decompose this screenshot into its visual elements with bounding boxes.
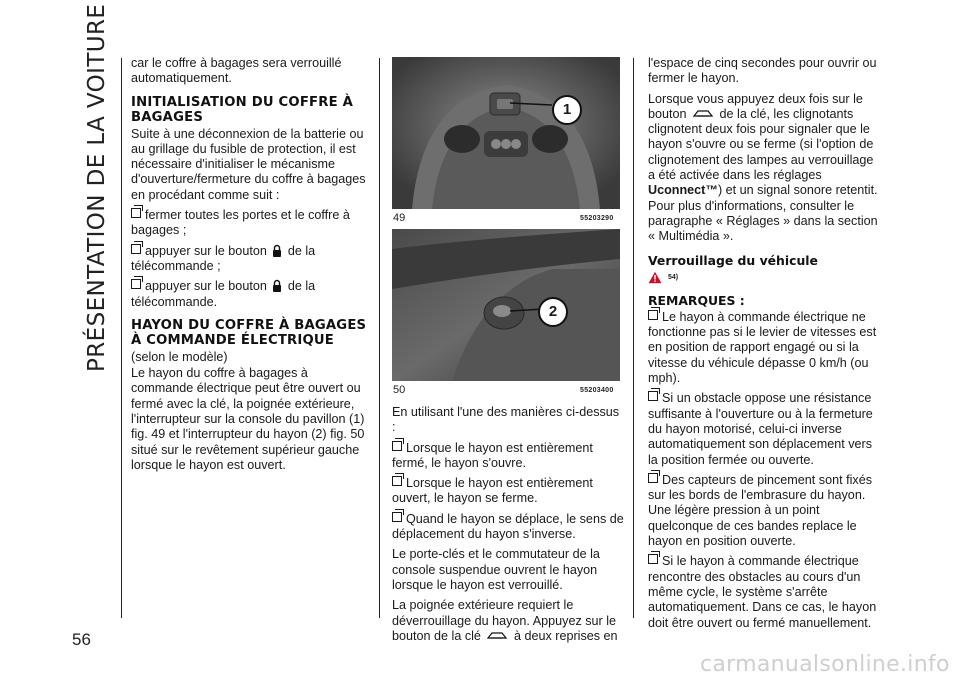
callout-2: 2 [538,297,568,327]
paragraph: La poignée extérieure requiert le déverrouillage du hayon. Appuyez sur le bouton de la clé à deux reprises en [392,598,618,643]
column-2 [392,405,624,649]
heading-initialisation: INITIALISATION DU COFFRE À BAGAGES [131,94,354,125]
list-item: Si le hayon à commande électrique rencontre des obstacles au cours d'un même cycle, le système s'arrête automatiquement. Dans ce cas, le hayon doit être ouvert ou fermé manuellement. [648,554,877,630]
column-3 [648,56,880,636]
lock-icon [272,244,282,257]
list-item: Le hayon à commande électrique ne fonctionne pas si le levier de vitesses est en position de rapport engagé ou si la vitesse du véhicule dépasse 0 km/h (ou mph). [648,309,877,386]
paragraph: En utilisant l'une des manières ci-dessus : [392,405,620,435]
figure-49-number: 49 [393,212,406,224]
heading-vehicle-locking: Verrouillage du véhicule [648,252,818,268]
list-item: Quand le hayon se déplace, le sens de déplacement du hayon s'inverse. [392,511,624,542]
warning-triangle-icon [648,271,662,284]
list-item: appuyer sur le bouton de la télécommande. [131,279,316,309]
list-item: Si un obstacle oppose une résistance suffisante à l'ouverture ou à la fermeture du hayon motorisé, celui-ci inverse automatiquement son déplacement vers la position fermée ou ouverte. [648,391,873,467]
figure-49-code: 55203290 [580,215,614,222]
list-item: Lorsque le hayon est entièrement ouvert, le hayon se ferme. [392,476,593,506]
figure-50-image [392,229,620,381]
tailgate-trim-illustration [392,229,620,381]
column-divider [633,58,634,618]
paragraph: Lorsque vous appuyez deux fois sur le bouton de la clé, les clignotants clignotent deux fois pour signaler que le hayon s'ouvre ou se ferme (si l'option de clignotement des lampes au verrouillage a été activée dans les réglages Uconnect™) et un signal sonore retentit. Pour plus d'informations, consulter le paragraphe « Réglages » dans la section « Multimédia ». [648,91,878,244]
list-item: Lorsque le hayon est entièrement fermé, le hayon s'ouvre. [392,440,593,470]
paragraph: Suite à une déconnexion de la batterie ou au grillage du fusible de protection, il est nécessaire d'initialiser le mécanisme d'ouverture/fermeture du coffre à bagages en procédant comme suit : [131,126,366,202]
warning-reference: 54) [648,270,880,285]
checkbox-bullet-icon [648,391,658,401]
column-1 [131,56,367,478]
figure-50-code: 55203400 [580,387,614,394]
checkbox-bullet-icon [648,310,658,320]
column-divider [121,58,122,618]
figure-50-number: 50 [393,384,406,396]
paragraph: Le porte-clés et le commutateur de la console suspendue ouvrent le hayon lorsque le hayon est verrouillé. [392,547,600,592]
heading-remarks: REMARQUES : [648,292,745,308]
paragraph: Le hayon du coffre à bagages à commande électrique peut être ouvert ou fermé avec la clé, la poignée extérieure, l'interrupteur sur la console du pavillon (1) fig. 49 et l'interrupteur du hayon (2) fig. 50 situé sur le revêtement supérieur gauche lorsque le hayon est ouvert. [131,366,365,472]
figure-49-image [392,57,620,209]
checkbox-bullet-icon [131,279,141,289]
intro-text: car le coffre à bagages sera verrouillé automatiquement. [131,56,342,86]
list-item: appuyer sur le bouton de la télécommande ; [131,243,316,273]
list-item: Des capteurs de pincement sont fixés sur les bords de l'embrasure du hayon. Une légère pression à un point quelconque de ces bandes replace le hayon en position ouverte. [648,472,873,549]
key-fob-tailgate-icon [487,631,507,640]
lock-icon [272,279,282,292]
checkbox-bullet-icon [648,554,658,564]
page-number: 56 [72,630,91,649]
callout-1: 1 [552,95,582,125]
paragraph: l'espace de cinq secondes pour ouvrir ou fermer le hayon. [648,56,877,86]
checkbox-bullet-icon [648,473,658,483]
checkbox-bullet-icon [131,208,141,218]
checkbox-bullet-icon [392,441,402,451]
checkbox-bullet-icon [392,476,402,486]
model-note: (selon le modèle) [131,349,228,364]
checkbox-bullet-icon [131,244,141,254]
overhead-console-illustration [392,57,620,209]
column-divider [379,58,380,618]
watermark: carmanualsonline.info [700,652,950,677]
checkbox-bullet-icon [392,512,402,522]
key-fob-tailgate-icon [693,109,713,118]
list-item: fermer toutes les portes et le coffre à bagages ; [131,208,350,238]
section-side-title: PRÉSENTATION DE LA VOITURE [84,3,110,372]
heading-power-tailgate: HAYON DU COFFRE À BAGAGES À COMMANDE ÉLECTRIQUE [131,317,367,348]
